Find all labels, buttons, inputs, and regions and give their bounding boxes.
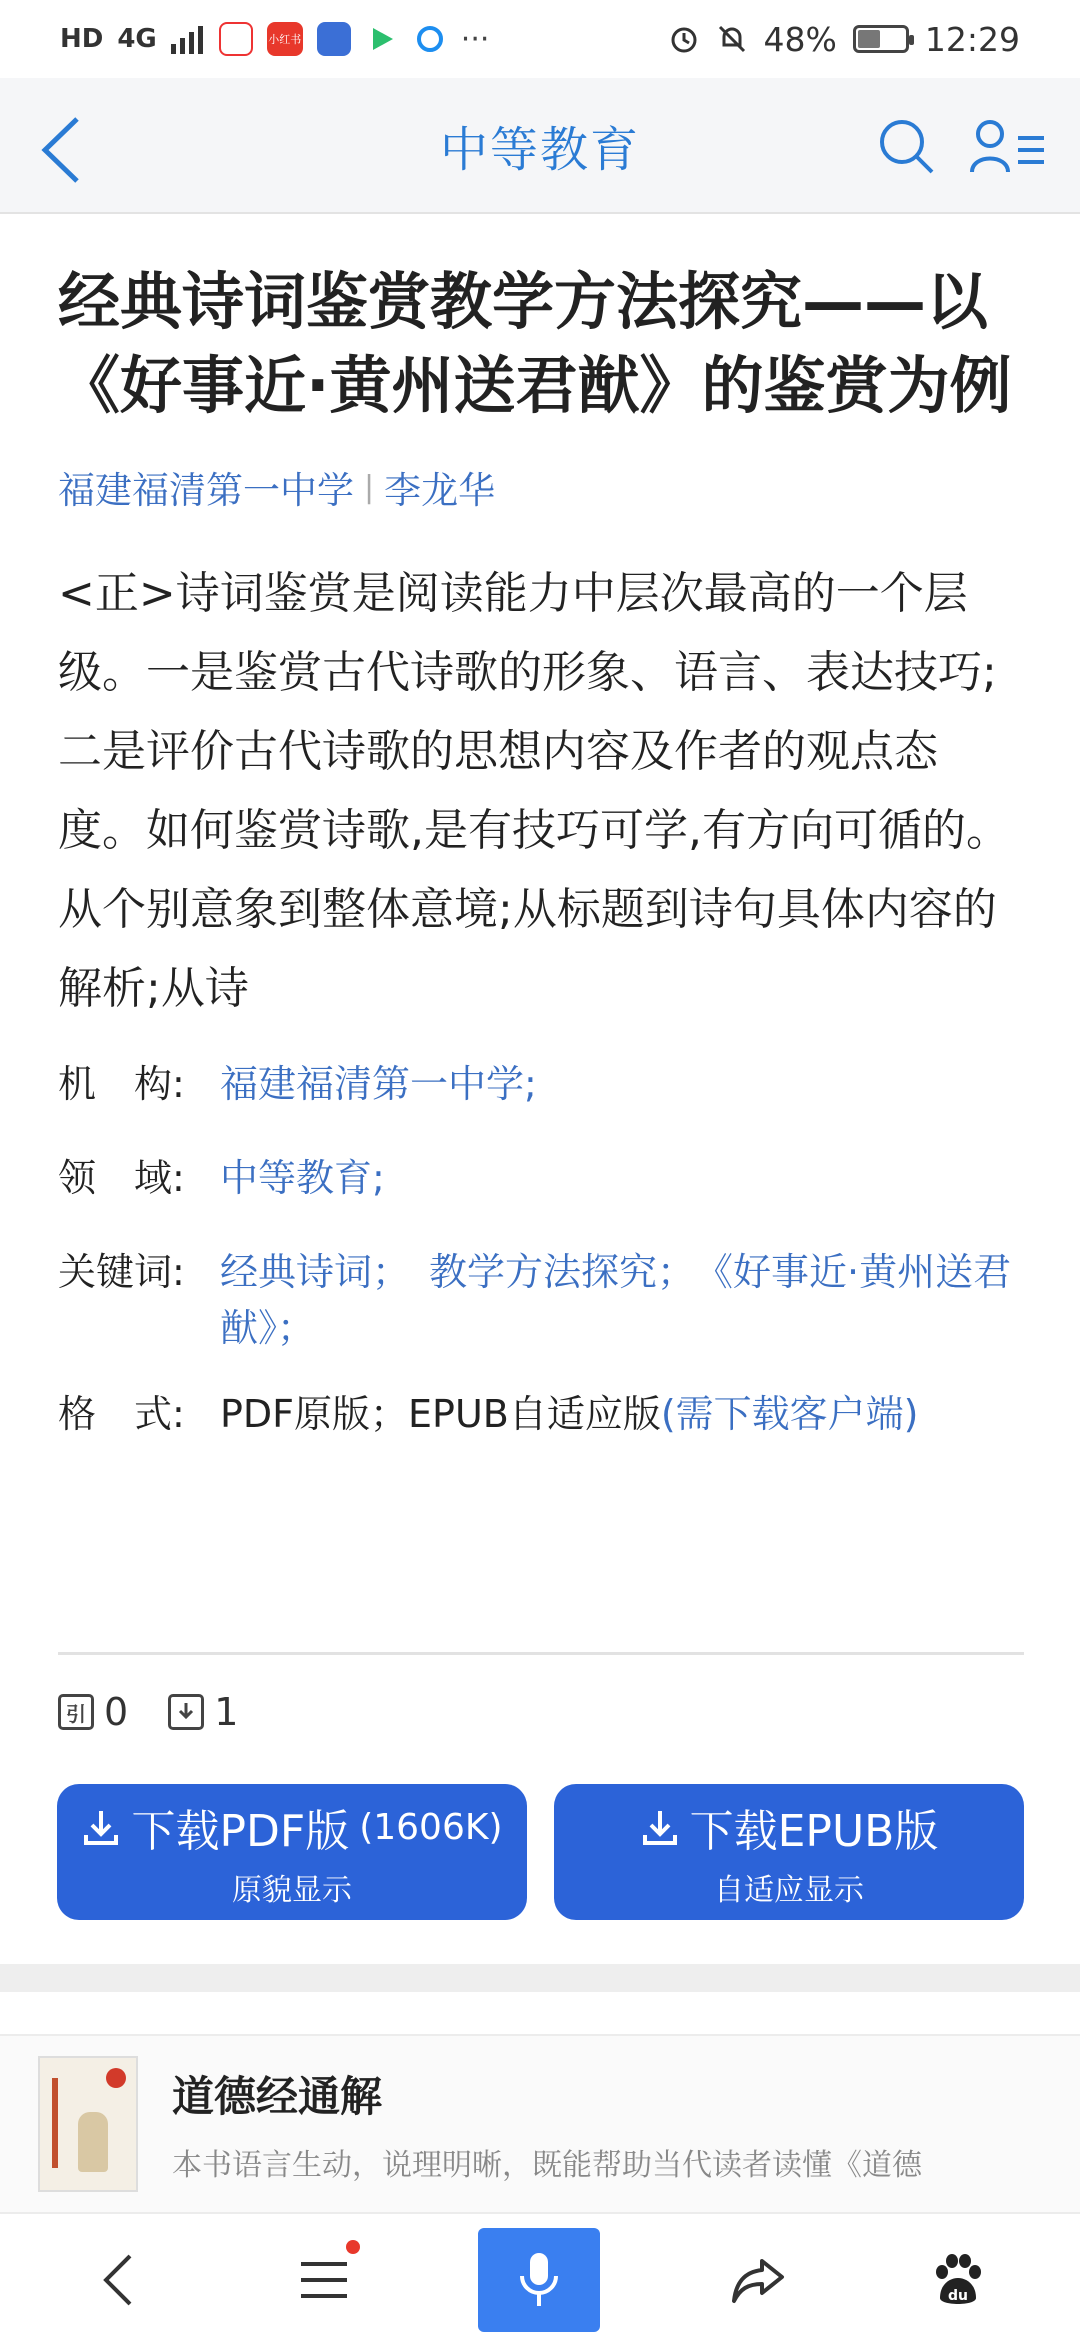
institution-value-link[interactable]: 福建福清第一中学; xyxy=(220,1062,537,1106)
svg-text:du: du xyxy=(948,2288,968,2304)
citation-icon: 引 xyxy=(58,1694,94,1730)
page-title: 中等教育 xyxy=(439,121,640,178)
nav-back-button[interactable] xyxy=(58,2228,178,2332)
download-pdf-sub: 原貌显示 xyxy=(232,1873,352,1908)
download-icon xyxy=(640,1807,680,1847)
byline-separator: | xyxy=(364,469,375,505)
user-menu-button[interactable] xyxy=(958,108,1058,184)
baidu-home-button[interactable] xyxy=(898,2228,1018,2332)
book-promo[interactable] xyxy=(0,2034,1080,2212)
alarm-icon xyxy=(668,23,700,55)
download-count-icon xyxy=(168,1694,204,1730)
meta-label: 关键词: xyxy=(58,1250,185,1294)
mute-bell-icon xyxy=(716,23,748,55)
download-pdf-main xyxy=(81,1795,502,1859)
meta-label: 格 式: xyxy=(58,1392,185,1436)
voice-search-button[interactable] xyxy=(478,2228,600,2332)
meta-label: 机 构: xyxy=(58,1062,185,1106)
status-bar-right xyxy=(668,20,1020,59)
citation-count xyxy=(58,1690,128,1734)
baidu-app-icon xyxy=(317,22,351,56)
client-download-link[interactable]: (需下载客户端) xyxy=(660,1392,919,1436)
signal-bars-icon xyxy=(171,24,205,54)
format-text: PDF原版；EPUB自适应版 xyxy=(220,1392,661,1436)
weibo-app-icon xyxy=(219,22,253,56)
stats-row xyxy=(58,1690,278,1734)
download-pdf-size: (1606K) xyxy=(359,1806,503,1848)
baidu-paw-icon xyxy=(930,2252,986,2308)
download-count xyxy=(168,1690,238,1734)
citation-count-value: 0 xyxy=(104,1690,129,1734)
user-menu-icon xyxy=(968,116,1048,176)
keywords-value-links[interactable]: 经典诗词； 教学方法探究； 《好事近·黄州送君猷》； xyxy=(220,1250,1012,1350)
institution-link[interactable]: 福建福清第一中学 xyxy=(58,469,354,512)
download-pdf-label: 下载PDF版 xyxy=(131,1806,350,1857)
download-count-value: 1 xyxy=(214,1690,239,1734)
back-icon xyxy=(100,2252,136,2308)
microphone-icon xyxy=(517,2250,561,2310)
hd-indicator: HD xyxy=(60,24,104,54)
share-icon xyxy=(730,2255,786,2305)
download-epub-label: 下载EPUB版 xyxy=(689,1806,939,1857)
download-epub-main xyxy=(640,1795,939,1859)
field-value-link[interactable]: 中等教育; xyxy=(220,1156,385,1200)
meta-row-field xyxy=(58,1150,1024,1206)
back-button[interactable] xyxy=(26,110,96,190)
meta-row-format xyxy=(58,1386,1024,1442)
search-icon xyxy=(876,116,936,176)
metadata-list xyxy=(58,1056,1024,1442)
browser-app-icon xyxy=(413,22,447,56)
status-bar-left xyxy=(60,22,489,57)
share-button[interactable] xyxy=(698,2228,818,2332)
byline xyxy=(58,460,1024,514)
notification-dot xyxy=(346,2240,360,2254)
book-cover-image xyxy=(38,2056,138,2192)
download-pdf-button[interactable] xyxy=(57,1784,527,1920)
battery-icon xyxy=(853,25,909,53)
nav-menu-button[interactable] xyxy=(264,2228,384,2332)
top-header xyxy=(0,78,1080,214)
abstract: <正>诗词鉴赏是阅读能力中层次最高的一个层级。一是鉴赏古代诗歌的形象、语言、表达技巧;二是评价古代诗歌的思想内容及作者的观点态度。如何鉴赏诗歌,是有技巧可学,有方向可循的。从个别意象到整体意境;从标题到诗句具体内容的解析;从诗 xyxy=(58,568,1010,1014)
meta-row-keywords xyxy=(58,1244,1024,1356)
author-link[interactable]: 李龙华 xyxy=(384,469,496,512)
promo-title: 道德经通解 xyxy=(172,2072,383,2121)
download-epub-button[interactable] xyxy=(554,1784,1024,1920)
chevron-left-icon xyxy=(39,115,83,185)
search-button[interactable] xyxy=(868,108,944,184)
battery-percent: 48% xyxy=(763,19,837,59)
more-notifications: ··· xyxy=(460,21,490,57)
video-app-icon xyxy=(365,22,399,56)
meta-row-institution xyxy=(58,1056,1024,1112)
divider xyxy=(58,1652,1024,1655)
menu-icon xyxy=(299,2258,349,2302)
download-epub-sub: 自适应显示 xyxy=(714,1873,864,1908)
status-bar xyxy=(0,0,1080,78)
xiaohongshu-app-icon xyxy=(267,22,303,56)
article xyxy=(58,260,1024,1480)
bottom-navigation xyxy=(0,2212,1080,2340)
promo-description: 本书语言生动，说理明晰，既能帮助当代读者读懂《道德 xyxy=(172,2148,922,2183)
clock: 12:29 xyxy=(924,19,1020,59)
download-icon xyxy=(81,1807,121,1847)
xiaohongshu-label: 小红书 xyxy=(268,33,302,46)
section-separator xyxy=(0,1964,1080,1992)
format-value xyxy=(220,1386,1024,1442)
meta-label: 领 域: xyxy=(58,1156,185,1200)
article-title: 经典诗词鉴赏教学方法探究——以《好事近·黄州送君猷》的鉴赏为例 xyxy=(58,265,1012,422)
signal-indicator: 4G xyxy=(117,24,157,54)
